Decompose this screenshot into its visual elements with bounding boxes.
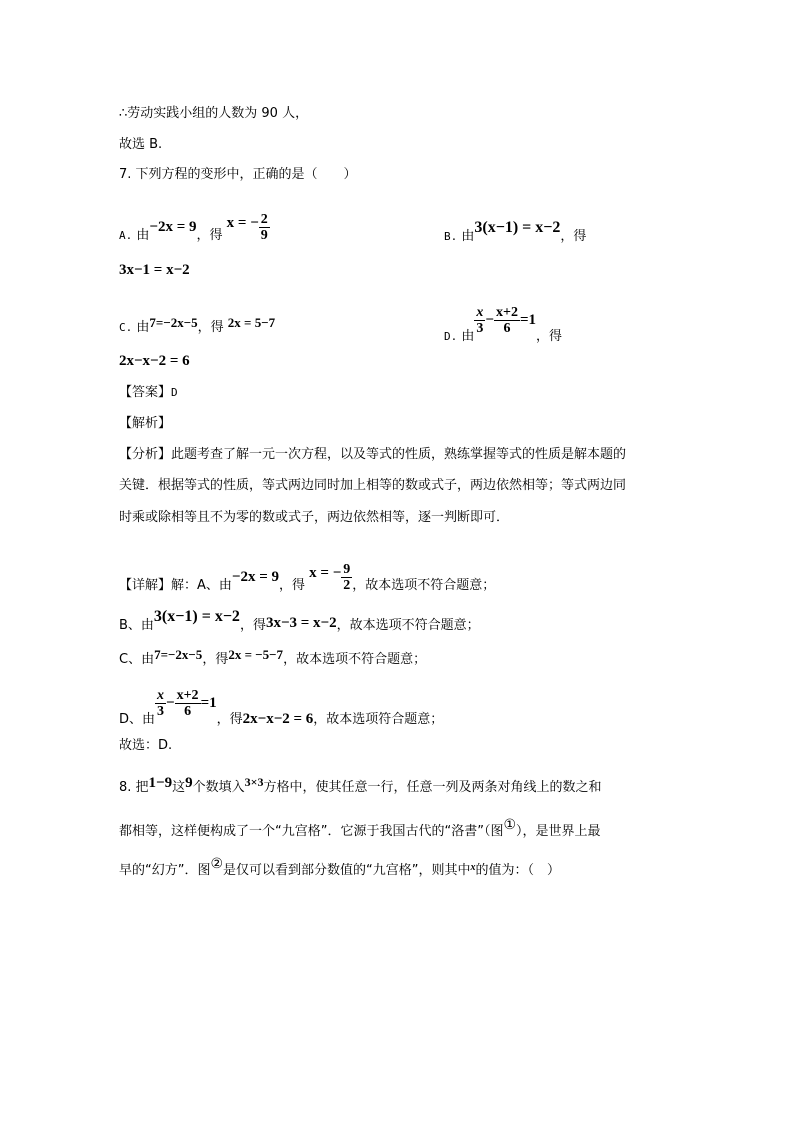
- detail-a-tail: ，故本选项不符合题意；: [352, 578, 496, 593]
- detail-b-de: ，得: [239, 618, 266, 633]
- detail-c-equation: 7=−2x−5: [154, 647, 203, 662]
- q8-math-range: 1−9: [148, 775, 173, 791]
- option-d: [444, 305, 563, 344]
- option-d-fraction-1: [474, 305, 485, 336]
- option-b: [444, 219, 587, 245]
- minus-sign: −: [485, 312, 494, 328]
- detail-b-prefix: B、由: [119, 618, 154, 633]
- detail-d-result: 2x−x−2 = 6: [242, 711, 314, 727]
- q8-math-count: 9: [185, 775, 193, 791]
- option-b-de: ，得: [560, 229, 587, 244]
- q8-text: 早的“幻方”．图: [119, 863, 211, 878]
- question-8-line-1: [119, 775, 602, 796]
- option-c: [119, 315, 276, 336]
- answer-value: D: [171, 386, 178, 399]
- detail-c-tail: ，故本选项不符合题意；: [283, 652, 427, 667]
- analysis-line-2: 关键．根据等式的性质，等式两边同时加上相等的数或式子，两边依然相等；等式两边同: [119, 478, 627, 493]
- q8-text: ），是世界上最: [516, 824, 601, 839]
- fraction-numerator: x: [157, 688, 165, 703]
- figure-2-marker: ②: [210, 856, 224, 872]
- fraction-denominator: 3: [476, 321, 484, 336]
- q8-text: 个数填入: [192, 780, 245, 795]
- minus-sign: −: [166, 695, 175, 711]
- detail-c: [119, 647, 427, 668]
- option-b-equation: 3(x−1) = x−2: [474, 219, 561, 236]
- detail-d: [119, 688, 444, 727]
- option-c-de: ，得: [197, 320, 224, 335]
- option-c-equation: 7=−2x−5: [149, 315, 198, 330]
- option-d-rhs: =1: [519, 312, 537, 328]
- option-b-you: 由: [461, 229, 475, 244]
- detail-d-rhs: =1: [200, 695, 217, 711]
- q8-math-grid: 3×3: [244, 775, 264, 789]
- question-8-line-2: [119, 817, 601, 840]
- prev-choice-line: 故选 B.: [119, 137, 163, 152]
- detail-a-result-fraction: [341, 562, 352, 593]
- fraction-numerator: x: [476, 305, 484, 320]
- detail-b-equation: 3(x−1) = x−2: [153, 608, 240, 625]
- fraction-denominator: 6: [503, 321, 511, 336]
- q8-text: 这: [172, 780, 186, 795]
- detail-a-equation: −2x = 9: [231, 569, 280, 585]
- detail-b: [119, 608, 480, 634]
- option-a-label: A.: [119, 229, 133, 242]
- q8-text: 的值为：（ ）: [475, 863, 561, 878]
- option-c-d-result: 2x−x−2 = 6: [119, 353, 190, 369]
- option-a-b-result: 3x−1 = x−2: [119, 262, 190, 278]
- option-a-result-lhs: x = −: [226, 215, 259, 231]
- fraction-denominator: 2: [343, 578, 351, 593]
- detail-conclusion: 故选：D.: [119, 738, 173, 753]
- option-c-result: 2x = 5−7: [227, 315, 276, 330]
- detail-d-tail: ，故本选项符合题意；: [313, 712, 444, 727]
- q8-text: 都相等，这样便构成了一个“九宫格”．它源于我国古代的“洛書”（图: [119, 824, 504, 839]
- q8-text: 方格中，使其任意一行，任意一列及两条对角线上的数之和: [263, 780, 602, 795]
- option-a: [119, 212, 270, 251]
- detail-d-de: ，得: [216, 712, 243, 727]
- option-a-de: ，得: [196, 228, 223, 243]
- question-8-line-3: [119, 856, 561, 880]
- fraction-numerator: x+2: [495, 305, 518, 320]
- analysis-heading: 【解析】: [119, 416, 172, 431]
- question-7-title: 7. 下列方程的变形中，正确的是（ ）: [119, 167, 357, 182]
- detail-c-result: 2x = −5−7: [228, 647, 284, 662]
- option-b-label: B.: [444, 230, 458, 243]
- option-d-de: ，得: [536, 329, 563, 344]
- option-c-you: 由: [136, 320, 150, 335]
- option-a-you: 由: [136, 228, 150, 243]
- detail-b-result: 3x−3 = x−2: [265, 615, 337, 631]
- detail-a-prefix: 【详解】解：A、由: [119, 578, 232, 593]
- detail-a: [119, 562, 496, 601]
- option-a-equation: −2x = 9: [149, 219, 197, 235]
- detail-c-prefix: C、由: [119, 652, 155, 667]
- fraction-numerator: 2: [260, 212, 268, 227]
- fraction-denominator: 9: [260, 228, 268, 243]
- detail-a-result-lhs: x = −: [309, 565, 342, 581]
- analysis-line-3: 时乘或除相等且不为零的数或式子，两边依然相等，逐一判断即可．: [119, 510, 510, 525]
- detail-d-fraction-2: [175, 688, 201, 719]
- q8-math-x: x: [470, 862, 476, 873]
- detail-b-tail: ，故本选项不符合题意；: [336, 618, 480, 633]
- q8-text: 8. 把: [119, 780, 149, 795]
- detail-a-de: ，得: [279, 578, 306, 593]
- prev-conclusion-line: ∴劳动实践小组的人数为 90 人，: [119, 106, 309, 121]
- option-d-you: 由: [461, 329, 475, 344]
- figure-1-marker: ①: [503, 817, 517, 833]
- answer-label: 【答案】: [119, 385, 172, 400]
- detail-d-prefix: D、由: [119, 712, 156, 727]
- fraction-denominator: 6: [184, 704, 192, 719]
- q8-text: 是仅可以看到部分数值的“九宫格”，则其中: [223, 863, 471, 878]
- detail-c-de: ，得: [202, 652, 229, 667]
- option-c-label: C.: [119, 321, 133, 334]
- option-d-label: D.: [444, 330, 458, 343]
- fraction-numerator: 9: [343, 562, 351, 577]
- answer-line: [119, 385, 178, 401]
- analysis-line-1: 【分析】此题考查了解一元一次方程，以及等式的性质，熟练掌握等式的性质是解本题的: [119, 447, 627, 462]
- option-a-result-fraction: [259, 212, 270, 243]
- fraction-denominator: 3: [157, 704, 165, 719]
- option-d-fraction-2: [494, 305, 520, 336]
- detail-d-fraction-1: [155, 688, 166, 719]
- fraction-numerator: x+2: [176, 688, 199, 703]
